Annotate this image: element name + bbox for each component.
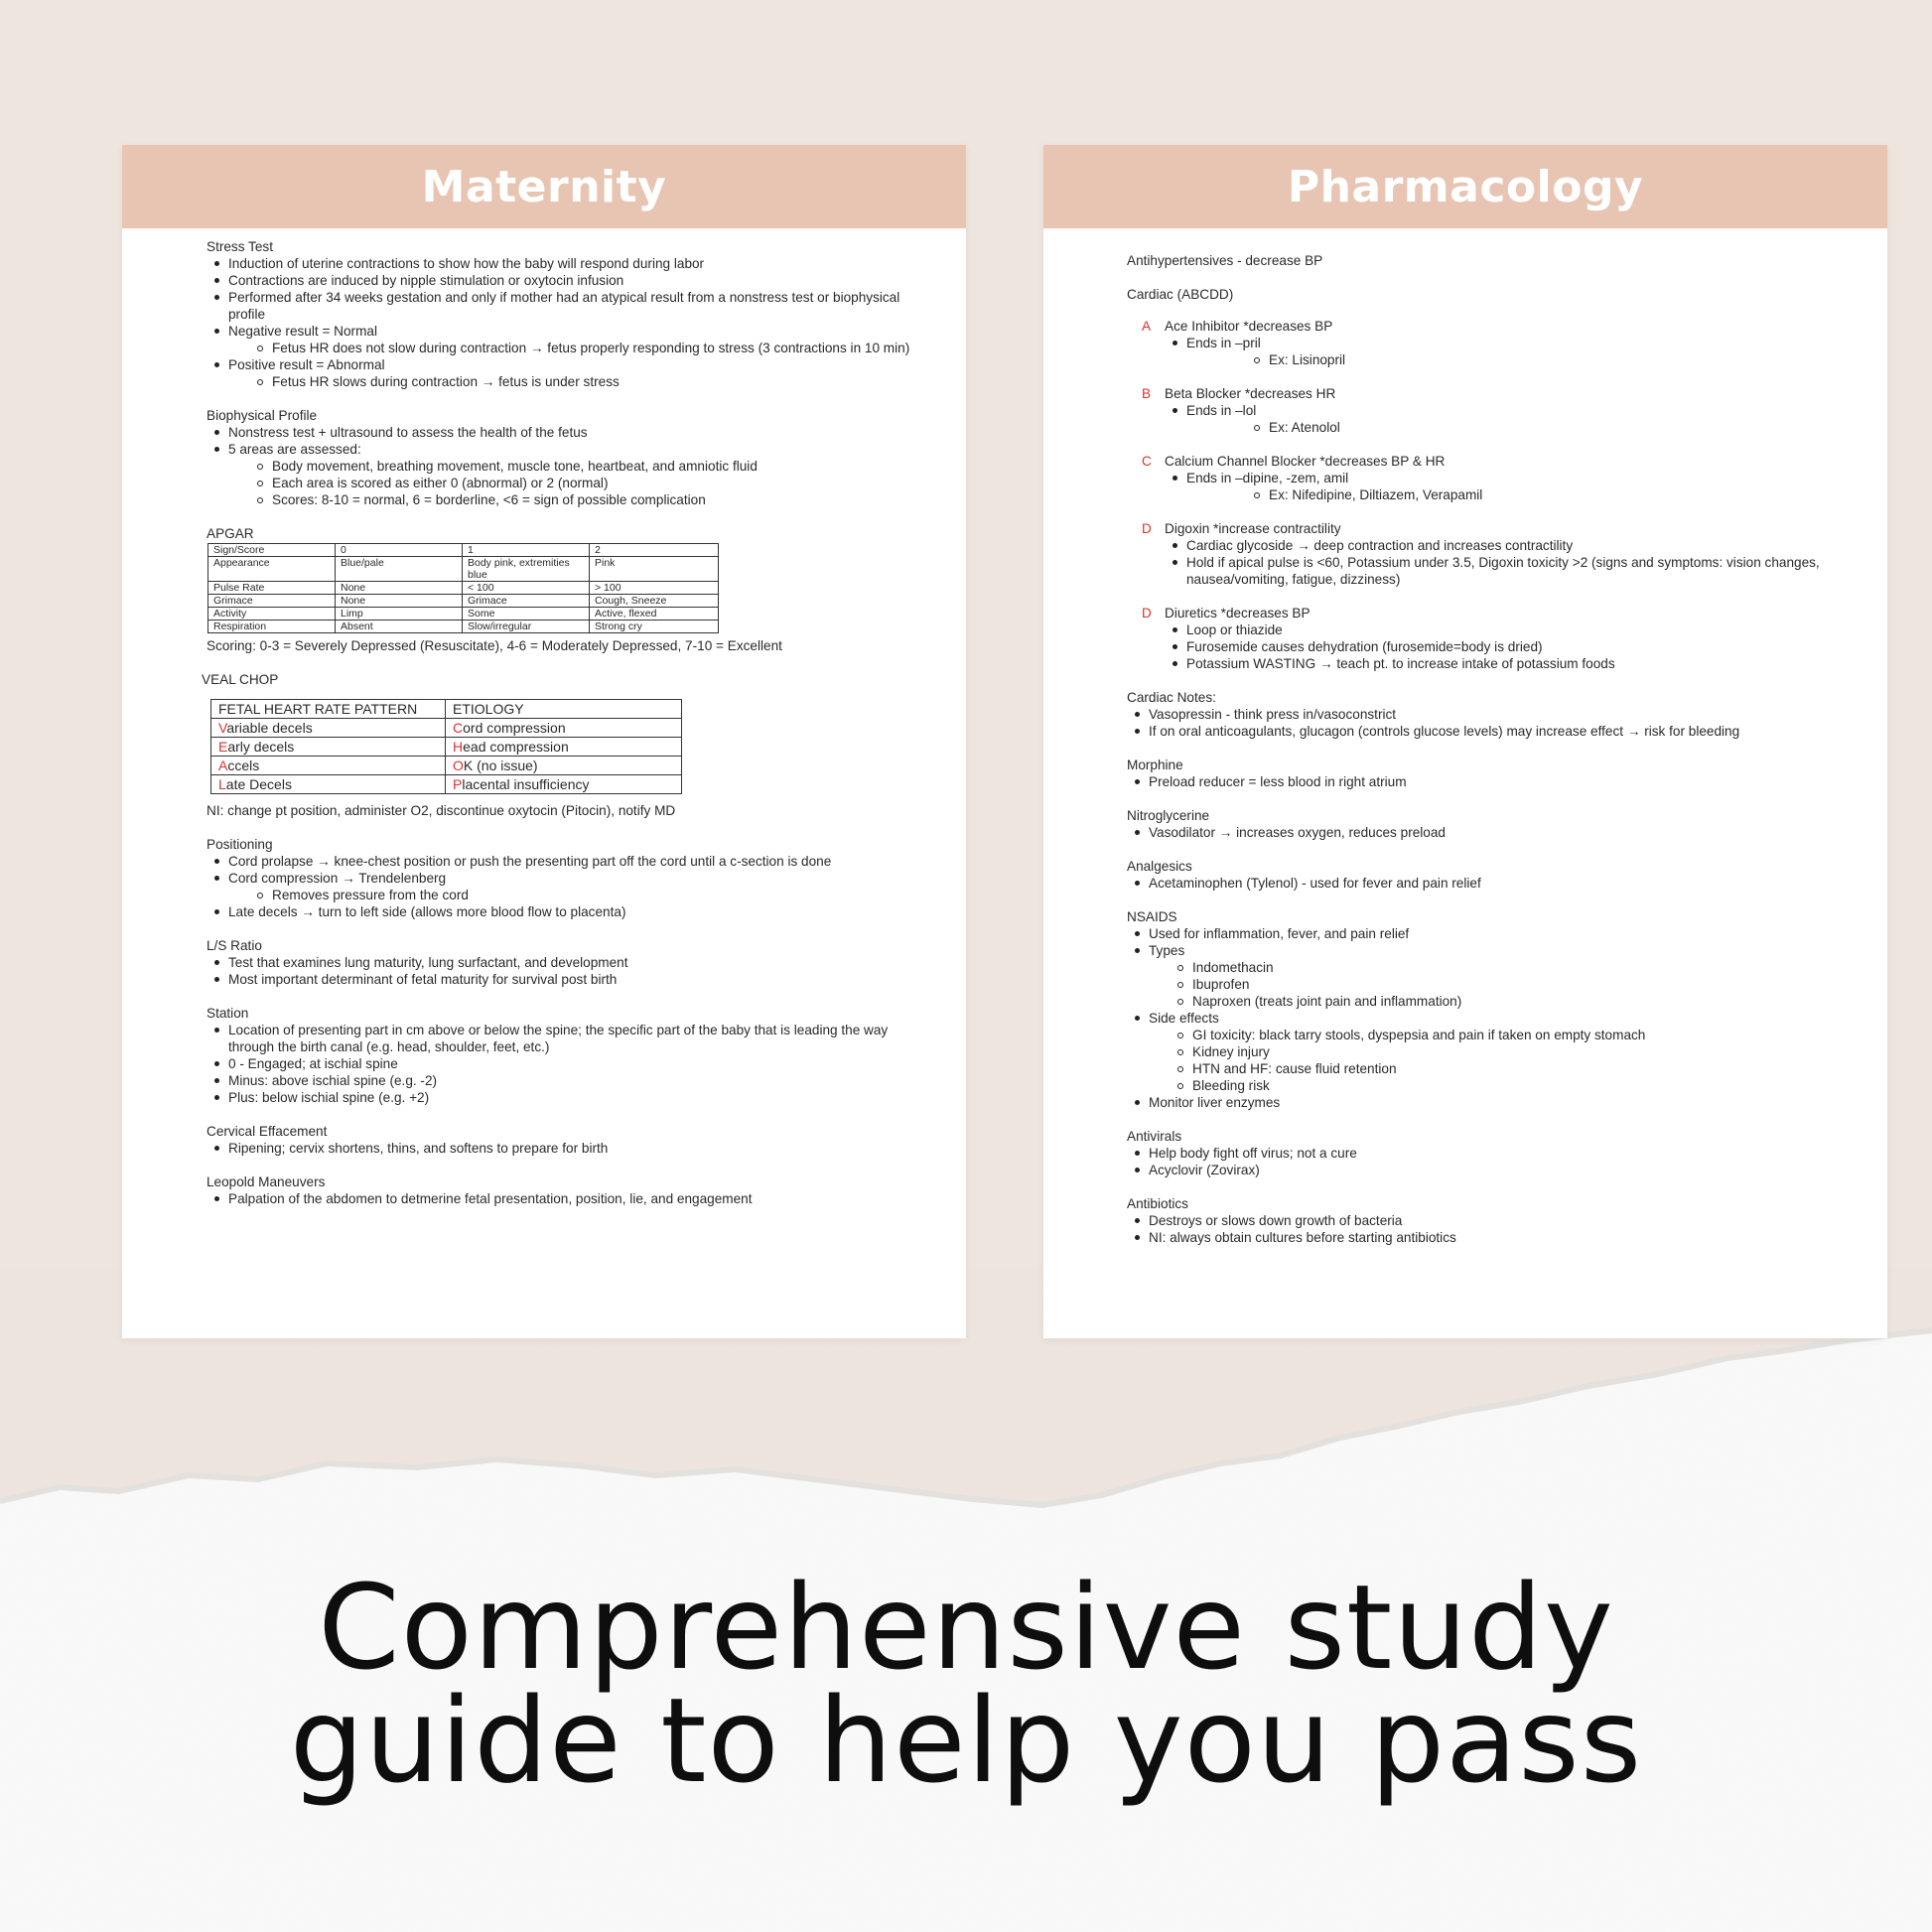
list-item: Late decels → turn to left side (allows more blood flow to placenta) — [207, 903, 926, 920]
list-item: Ends in –dipine, -zem, amil Ex: Nifedipine, Diltiazem, Verapamil — [1127, 470, 1848, 503]
list-item: Furosemide causes dehydration (furosemide=body is dried) — [1127, 638, 1848, 655]
table-row — [211, 757, 682, 775]
ls-ratio-section — [207, 937, 926, 988]
list-item: Ends in –pril Ex: Lisinopril — [1127, 335, 1848, 368]
list-item: Monitor liver enzymes — [1127, 1094, 1848, 1111]
leopold-maneuvers-section — [207, 1173, 926, 1207]
list-item: Palpation of the abdomen to detmerine fetal presentation, position, lie, and engagement — [207, 1190, 926, 1207]
sub-list-item: Ex: Atenolol — [1186, 419, 1848, 436]
pattern-cell — [211, 738, 446, 757]
list-item: Types Indomethacin Ibuprofen Naproxen (treats joint pain and inflammation) — [1127, 942, 1848, 1010]
cardiac-title: Cardiac (ABCDD) — [1127, 287, 1234, 302]
section-title: Morphine — [1127, 758, 1183, 772]
list-item: Positive result = Abnormal Fetus HR slows during contraction → fetus is under stress — [207, 356, 926, 390]
sub-bullet-list — [228, 373, 926, 390]
bullet-list — [1127, 621, 1848, 672]
sub-list-item: Scores: 8-10 = normal, 6 = borderline, <6 = sign of possible complication — [228, 491, 926, 508]
pharmacology-title: Pharmacology — [1043, 145, 1887, 228]
drug-class-name: Beta Blocker *decreases HR — [1165, 386, 1336, 401]
sub-list-item: Naproxen (treats joint pain and inflammation) — [1149, 993, 1848, 1010]
list-item: Negative result = Normal Fetus HR does not slow during contraction → fetus properly responding to stress (3 contractions in 10 min) — [207, 323, 926, 356]
sub-list-item: Fetus HR does not slow during contraction → fetus properly responding to stress (3 contractions in 10 min) — [228, 340, 926, 356]
table-header-row — [211, 700, 682, 719]
headline-line-1: Comprehensive study — [318, 1559, 1614, 1696]
list-item: Potassium WASTING → teach pt. to increase intake of potassium foods — [1127, 655, 1848, 672]
sub-list-item: Ex: Nifedipine, Diltiazem, Verapamil — [1186, 486, 1848, 503]
pharmacology-page — [1043, 145, 1887, 1338]
drug-group — [1127, 318, 1848, 368]
pharm-section — [1127, 908, 1848, 1111]
table-cell: Body pink, extremities blue — [463, 557, 590, 582]
bullet-list — [1127, 824, 1848, 841]
table-row — [208, 608, 719, 621]
sub-list-item: Fetus HR slows during contraction → fetus is under stress — [228, 373, 926, 390]
table-row — [208, 621, 719, 633]
table-cell: Cough, Sneeze — [590, 595, 719, 608]
section-title: Leopold Maneuvers — [207, 1174, 326, 1189]
list-item: Cord prolapse → knee-chest position or push the presenting part off the cord until a c-section is done — [207, 853, 926, 870]
list-item: 5 areas are assessed: Body movement, breathing movement, muscle tone, heartbeat, and amniotic fluid Each area is scored as either 0 (abnormal) or 2 (normal) Scores: 8-10 = normal, 6 = borderline, <6 = sign of possible complication — [207, 441, 926, 508]
table-cell: 1 — [463, 544, 590, 557]
bullet-list — [1127, 1212, 1848, 1246]
list-item: Side effects GI toxicity: black tarry stools, dyspepsia and pain if taken on empty stomach Kidney injury HTN and HF: cause fluid retention Bleeding risk — [1127, 1010, 1848, 1094]
bullet-list — [1127, 335, 1848, 368]
table-cell: Limp — [336, 608, 463, 621]
mnemonic-letter: P — [453, 776, 463, 792]
bullet-list — [207, 1140, 926, 1157]
table-cell: Respiration — [208, 621, 336, 633]
table-cell: > 100 — [590, 582, 719, 595]
mnemonic-letter: C — [453, 720, 464, 736]
drug-class-line — [1127, 318, 1848, 335]
etiology-cell — [446, 738, 682, 757]
mnemonic-letter: A — [218, 758, 228, 773]
sub-list-item: Indomethacin — [1149, 959, 1848, 976]
list-item: Destroys or slows down growth of bacteria — [1127, 1212, 1848, 1229]
sub-list-item: HTN and HF: cause fluid retention — [1149, 1060, 1848, 1077]
list-item: Loop or thiazide — [1127, 621, 1848, 638]
list-item: Contractions are induced by nipple stimulation or oxytocin infusion — [207, 272, 926, 289]
apgar-section — [207, 525, 926, 654]
list-item: Ends in –lol Ex: Atenolol — [1127, 402, 1848, 436]
biophysical-profile-section — [207, 407, 926, 508]
maternity-page — [122, 145, 966, 1338]
sub-list-item: Bleeding risk — [1149, 1077, 1848, 1094]
section-title: Cervical Effacement — [207, 1124, 328, 1139]
list-item: Preload reducer = less blood in right atrium — [1127, 773, 1848, 790]
table-cell: Pulse Rate — [208, 582, 336, 595]
pharmacology-body — [1043, 228, 1887, 1246]
drug-class-line — [1127, 385, 1848, 402]
list-item: Used for inflammation, fever, and pain relief — [1127, 925, 1848, 942]
table-cell: Absent — [336, 621, 463, 633]
pharm-section — [1127, 858, 1848, 892]
bullet-list — [1127, 925, 1848, 1111]
table-row — [211, 775, 682, 794]
bullet-list — [1127, 1145, 1848, 1178]
sub-list-item: GI toxicity: black tarry stools, dyspepsia and pain if taken on empty stomach — [1149, 1027, 1848, 1043]
etiology-cell — [446, 757, 682, 775]
mnemonic-letter: D — [1142, 606, 1152, 621]
sub-bullet-list — [228, 458, 926, 508]
list-item: Vasopressin - think press in/vasoconstrict — [1127, 706, 1848, 723]
table-header-cell: ETIOLOGY — [446, 700, 682, 719]
headline-line-2: guide to help you pass — [289, 1672, 1643, 1809]
section-title: Positioning — [207, 837, 273, 852]
drug-class-line — [1127, 605, 1848, 621]
table-cell: Some — [463, 608, 590, 621]
pattern-cell — [211, 719, 446, 738]
apgar-title: APGAR — [207, 526, 254, 541]
pattern-text: ariable decels — [226, 720, 313, 736]
bullet-list — [207, 853, 926, 920]
etiology-text: ord compression — [463, 720, 566, 736]
table-row — [211, 719, 682, 738]
section-title: NSAIDS — [1127, 909, 1177, 924]
pharmacology-sections — [1127, 689, 1848, 1246]
bullet-list — [1127, 470, 1848, 503]
veal-chop-note: NI: change pt position, administer O2, discontinue oxytocin (Pitocin), notify MD — [207, 803, 676, 818]
mnemonic-letter: D — [1142, 521, 1152, 536]
table-cell: None — [336, 595, 463, 608]
sub-list-item: Body movement, breathing movement, muscle tone, heartbeat, and amniotic fluid — [228, 458, 926, 475]
sub-bullet-list — [228, 340, 926, 356]
bullet-list — [1127, 773, 1848, 790]
etiology-text: lacental insufficiency — [462, 776, 590, 792]
section-title: Cardiac Notes: — [1127, 690, 1216, 705]
pattern-cell — [211, 757, 446, 775]
etiology-text: K (no issue) — [463, 758, 538, 773]
sub-list-item: Ibuprofen — [1149, 976, 1848, 993]
sub-list-item: Removes pressure from the cord — [228, 887, 926, 903]
table-cell: Grimace — [208, 595, 336, 608]
bullet-list — [207, 1190, 926, 1207]
list-item: Most important determinant of fetal maturity for survival post birth — [207, 971, 926, 988]
list-item: Acyclovir (Zovirax) — [1127, 1162, 1848, 1178]
list-item: Induction of uterine contractions to show how the baby will respond during labor — [207, 255, 926, 272]
drug-class-line — [1127, 520, 1848, 537]
table-cell: Sign/Score — [208, 544, 336, 557]
veal-chop-table — [210, 699, 682, 794]
list-item: Hold if apical pulse is <60, Potassium under 3.5, Digoxin toxicity >2 (signs and symptoms: vision changes, nausea/vomiting, fatigue, dizziness) — [1127, 554, 1848, 588]
sub-bullet-list — [1149, 1027, 1848, 1094]
list-item: Acetaminophen (Tylenol) - used for fever and pain relief — [1127, 875, 1848, 892]
bullet-list — [207, 1022, 926, 1106]
table-row — [208, 582, 719, 595]
sub-bullet-list — [1186, 419, 1848, 436]
drug-class-name: Ace Inhibitor *decreases BP — [1165, 319, 1333, 334]
list-item: Performed after 34 weeks gestation and only if mother had an atypical result from a nonstress test or biophysical profile — [207, 289, 926, 323]
cervical-effacement-section — [207, 1123, 926, 1157]
bullet-list — [1127, 706, 1848, 740]
section-title: Nitroglycerine — [1127, 808, 1210, 823]
list-item: Minus: above ischial spine (e.g. -2) — [207, 1072, 926, 1089]
cardiac-groups — [1127, 318, 1848, 672]
list-item: Help body fight off virus; not a cure — [1127, 1145, 1848, 1162]
table-cell: Blue/pale — [336, 557, 463, 582]
table-cell: Active, flexed — [590, 608, 719, 621]
section-title: Antivirals — [1127, 1129, 1182, 1144]
table-row — [208, 595, 719, 608]
etiology-cell — [446, 719, 682, 738]
drug-group — [1127, 385, 1848, 436]
pharm-section — [1127, 807, 1848, 841]
section-title: Antibiotics — [1127, 1196, 1188, 1211]
antihypertensives-line: Antihypertensives - decrease BP — [1127, 253, 1323, 268]
table-cell: None — [336, 582, 463, 595]
drug-class-name: Digoxin *increase contractility — [1165, 521, 1341, 536]
etiology-text: ead compression — [463, 739, 569, 755]
list-item: Ripening; cervix shortens, thins, and softens to prepare for birth — [207, 1140, 926, 1157]
bullet-list — [207, 424, 926, 508]
mnemonic-letter: V — [218, 720, 227, 736]
list-item: 0 - Engaged; at ischial spine — [207, 1055, 926, 1072]
drug-class-name: Diuretics *decreases BP — [1165, 606, 1311, 621]
mnemonic-letter: O — [453, 758, 464, 773]
pharm-section — [1127, 689, 1848, 740]
bullet-list — [207, 255, 926, 390]
table-cell: 2 — [590, 544, 719, 557]
pharm-section — [1127, 1195, 1848, 1246]
sub-bullet-list — [228, 887, 926, 903]
table-cell: Strong cry — [590, 621, 719, 633]
section-title: L/S Ratio — [207, 938, 262, 953]
list-item: Nonstress test + ultrasound to assess the health of the fetus — [207, 424, 926, 441]
drug-class-line — [1127, 453, 1848, 470]
sub-bullet-list — [1186, 351, 1848, 368]
mnemonic-letter: E — [218, 739, 228, 755]
apgar-scoring: Scoring: 0-3 = Severely Depressed (Resuscitate), 4-6 = Moderately Depressed, 7-10 = Excellent — [207, 638, 782, 653]
pharm-section — [1127, 757, 1848, 790]
list-item: If on oral anticoagulants, glucagon (controls glucose levels) may increase effect → risk for bleeding — [1127, 723, 1848, 740]
list-item: Vasodilator → increases oxygen, reduces preload — [1127, 824, 1848, 841]
table-cell: Slow/irregular — [463, 621, 590, 633]
maternity-body — [122, 228, 966, 1207]
mnemonic-letter: L — [218, 776, 226, 792]
pattern-text: ate Decels — [225, 776, 292, 792]
drug-group — [1127, 520, 1848, 588]
list-item: Cord compression → Trendelenberg Removes pressure from the cord — [207, 870, 926, 903]
section-title: Station — [207, 1006, 249, 1021]
bullet-list — [1127, 537, 1848, 588]
pharm-section — [1127, 1128, 1848, 1178]
table-cell: Appearance — [208, 557, 336, 582]
mnemonic-letter: B — [1142, 386, 1152, 401]
list-item: Location of presenting part in cm above or below the spine; the specific part of the baby that is leading the way through the birth canal (e.g. head, shoulder, feet, etc.) — [207, 1022, 926, 1055]
veal-chop-title: VEAL CHOP — [202, 672, 279, 687]
headline — [0, 1559, 1932, 1809]
mnemonic-letter: C — [1142, 454, 1152, 469]
table-cell: < 100 — [463, 582, 590, 595]
table-row — [208, 544, 719, 557]
pattern-text: arly decels — [227, 739, 295, 755]
section-title: Analgesics — [1127, 859, 1192, 874]
section-title: Stress Test — [207, 239, 273, 254]
sub-list-item: Each area is scored as either 0 (abnormal) or 2 (normal) — [228, 475, 926, 491]
bullet-list — [1127, 875, 1848, 892]
drug-group — [1127, 605, 1848, 672]
table-header-cell: FETAL HEART RATE PATTERN — [211, 700, 446, 719]
drug-class-name: Calcium Channel Blocker *decreases BP & HR — [1165, 454, 1446, 469]
list-item: Test that examines lung maturity, lung surfactant, and development — [207, 954, 926, 971]
bullet-list — [1127, 402, 1848, 436]
mnemonic-letter: H — [453, 739, 464, 755]
apgar-table — [207, 543, 719, 633]
section-title: Biophysical Profile — [207, 408, 318, 423]
table-row — [211, 738, 682, 757]
sub-bullet-list — [1186, 486, 1848, 503]
veal-chop-section — [202, 671, 926, 819]
pattern-cell — [211, 775, 446, 794]
table-cell: 0 — [336, 544, 463, 557]
etiology-cell — [446, 775, 682, 794]
list-item: NI: always obtain cultures before starting antibiotics — [1127, 1229, 1848, 1246]
drug-group — [1127, 453, 1848, 503]
station-section — [207, 1005, 926, 1106]
positioning-section — [207, 836, 926, 920]
maternity-title: Maternity — [122, 145, 966, 228]
table-cell: Grimace — [463, 595, 590, 608]
table-cell: Activity — [208, 608, 336, 621]
bullet-list — [207, 954, 926, 988]
table-row — [208, 557, 719, 582]
table-cell: Pink — [590, 557, 719, 582]
sub-bullet-list — [1149, 959, 1848, 1010]
list-item: Cardiac glycoside → deep contraction and increases contractility — [1127, 537, 1848, 554]
list-item: Plus: below ischial spine (e.g. +2) — [207, 1089, 926, 1106]
pattern-text: ccels — [227, 758, 260, 773]
mnemonic-letter: A — [1142, 319, 1152, 334]
sub-list-item: Kidney injury — [1149, 1043, 1848, 1060]
stress-test-section — [207, 238, 926, 390]
sub-list-item: Ex: Lisinopril — [1186, 351, 1848, 368]
